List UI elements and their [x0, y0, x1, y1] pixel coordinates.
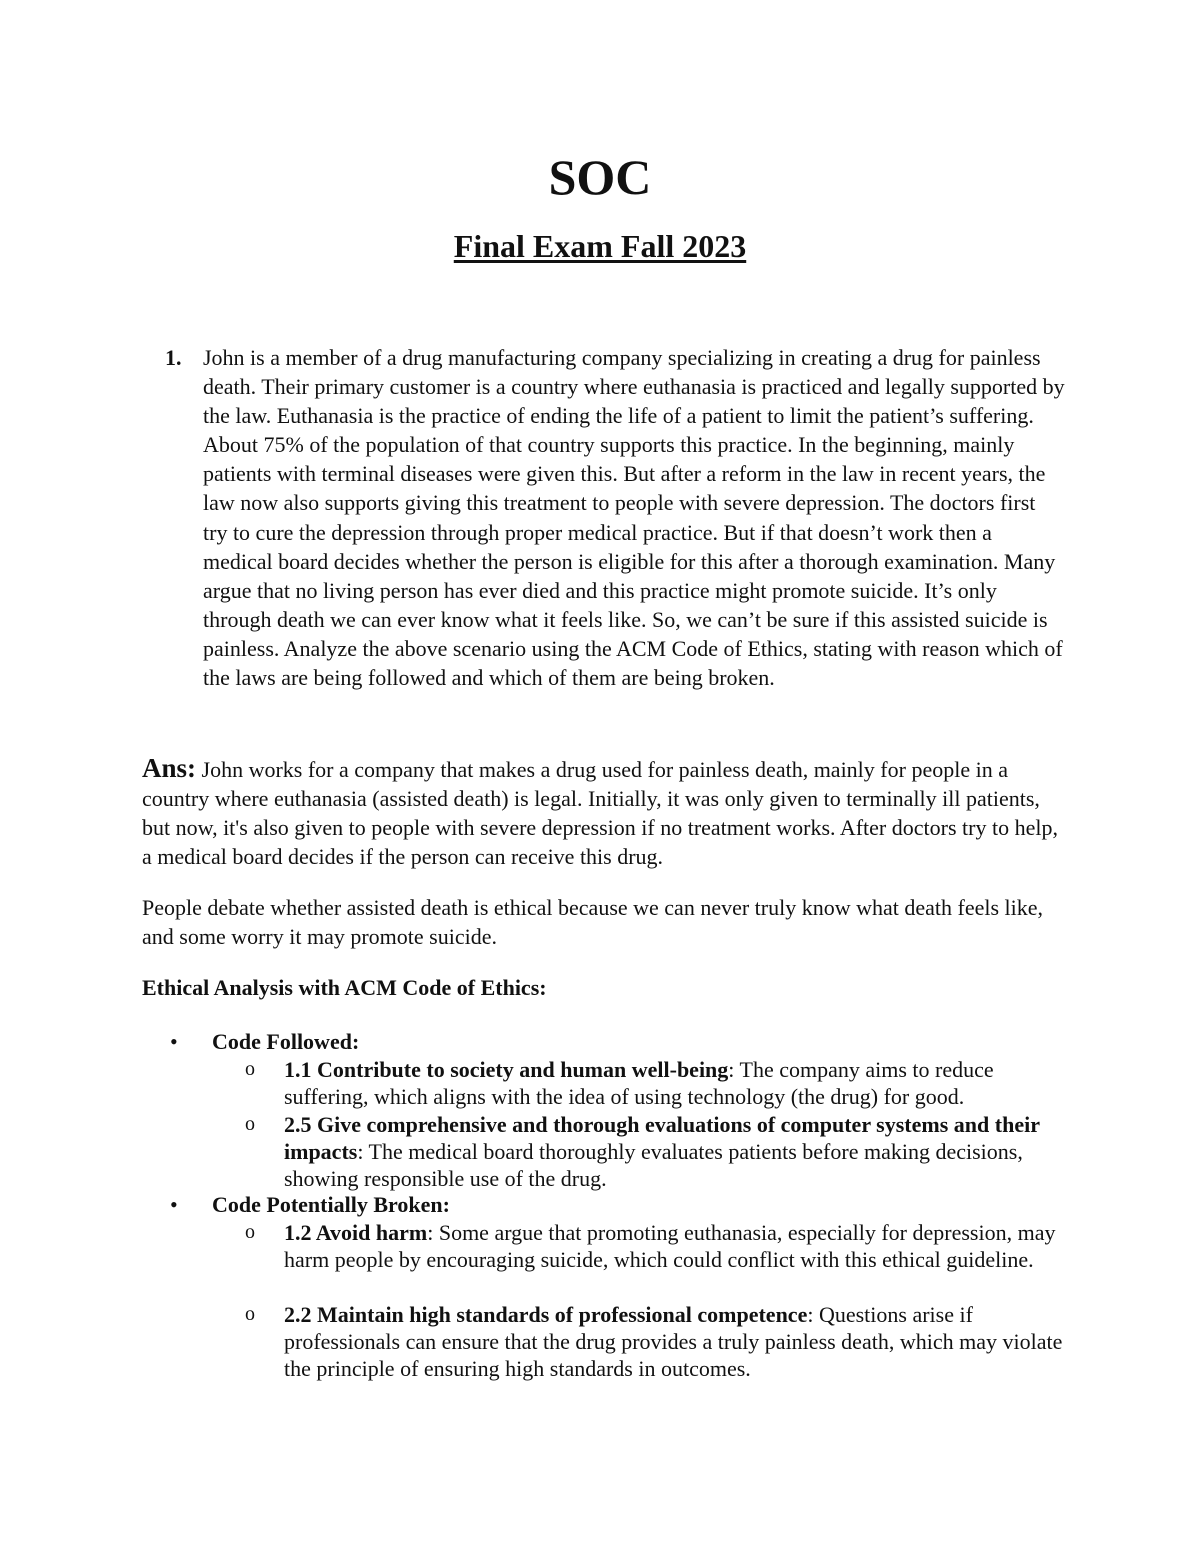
bullet-dot: • — [170, 1029, 178, 1054]
answer-text: John works for a company that makes a drug used for painless death, mainly for people in a country where euthanasia (assisted death) is legal. Initially, it was only given to terminally ill patients, but now, it's also given to people with severe depression if no treatment works. After doctors try to help, a medical board decides if the person can receive this drug. — [142, 757, 1058, 869]
sub-bullet: o — [245, 1113, 255, 1135]
sub-item-followed-1 — [245, 1056, 1065, 1110]
code-text: : Some argue that promoting euthanasia, especially for depression, may harm people by encouraging suicide, which could conflict with this ethical guideline. — [284, 1220, 1056, 1272]
sub-item-broken-2 — [245, 1301, 1065, 1382]
bullet-label: Code Potentially Broken: — [212, 1192, 450, 1217]
analysis-heading: Ethical Analysis with ACM Code of Ethics: — [142, 975, 547, 1000]
document-title: SOC — [548, 149, 652, 205]
code-text: : The company aims to reduce suffering, which aligns with the idea of using technology (the drug) for good. — [284, 1057, 994, 1109]
bullet-code-followed — [170, 1027, 1070, 1056]
bullet-code-broken — [170, 1190, 1070, 1219]
bullet-dot: • — [170, 1192, 178, 1217]
code-title: 1.2 Avoid harm — [284, 1220, 428, 1245]
code-title: 1.1 Contribute to society and human well-being — [284, 1057, 729, 1082]
question-number: 1. — [165, 345, 182, 370]
code-title: 2.2 Maintain high standards of professional competence — [284, 1302, 808, 1327]
question-text: John is a member of a drug manufacturing company specializing in creating a drug for painless death. Their primary customer is a country where euthanasia is practiced and legally supported by the law. Euthanasia is the practice of ending the life of a patient to limit the patient’s suffering. About 75% of the population of that country supports this practice. In the beginning, mainly patients with terminal diseases were given this. But after a reform in the law in recent years, the law now also supports giving this treatment to people with severe depression. The doctors first try to cure the depression through proper medical practice. But if that doesn’t work then a medical board decides whether the person is eligible for this after a thorough examination. Many argue that no living person has ever died and this practice might promote suicide. It’s only through death we can ever know what it feels like. So, we can’t be sure if this assisted suicide is painless. Analyze the above scenario using the ACM Code of Ethics, stating with reason which of the laws are being followed and which of them are being broken. — [203, 345, 1065, 691]
sub-item-followed-2 — [245, 1111, 1065, 1192]
sub-bullet: o — [245, 1303, 255, 1325]
code-text: : The medical board thoroughly evaluates patients before making decisions, showing responsible use of the drug. — [284, 1139, 1023, 1191]
code-title: 2.5 Give comprehensive and thorough evaluations of computer systems and their impacts — [284, 1112, 1040, 1164]
sub-bullet: o — [245, 1058, 255, 1080]
code-text: : Questions arise if professionals can ensure that the drug provides a truly painless death, which may violate the principle of ensuring high standards in outcomes. — [284, 1302, 1063, 1381]
sub-bullet: o — [245, 1221, 255, 1243]
question-1 — [165, 343, 1065, 692]
answer-label: Ans: — [142, 753, 197, 783]
answer-paragraph-1 — [142, 754, 1072, 871]
bullet-label: Code Followed: — [212, 1029, 360, 1054]
sub-item-broken-1 — [245, 1219, 1065, 1273]
answer-paragraph-2: People debate whether assisted death is ethical because we can never truly know what death feels like, and some worry it may promote suicide. — [142, 895, 1044, 949]
document-subtitle: Final Exam Fall 2023 — [453, 228, 747, 264]
